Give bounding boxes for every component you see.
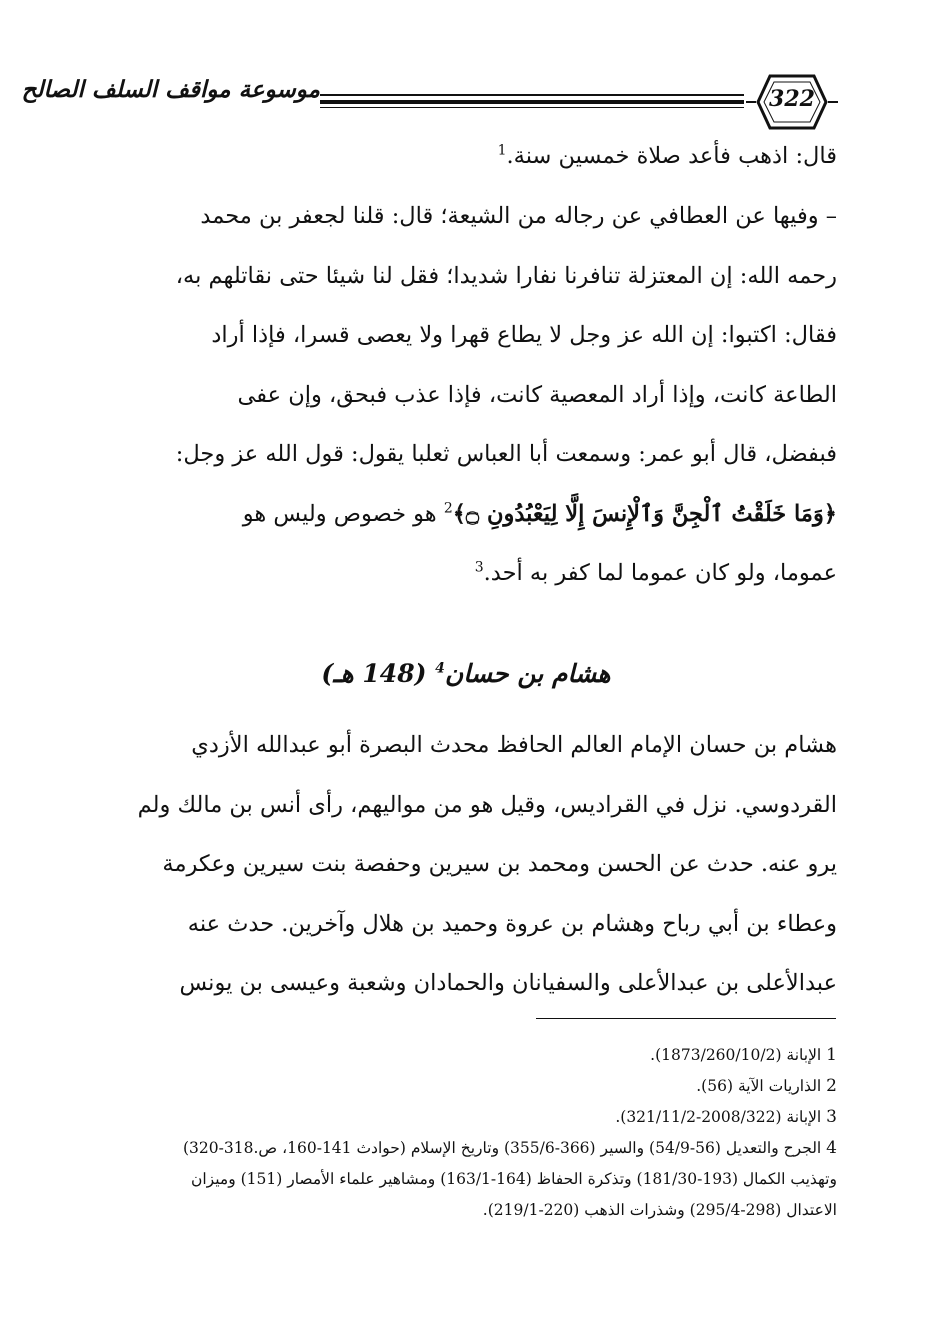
footnote-divider xyxy=(536,1018,836,1019)
footnote xyxy=(95,1102,837,1133)
page-header xyxy=(21,70,840,134)
footnote-continuation xyxy=(95,1195,837,1226)
footnote-ref: 4 xyxy=(435,660,445,677)
text-line: فقال: اكتبوا: إن الله عز وجل لا يطاع قهرا ولا يعصى قسرا، فإذا أراد xyxy=(211,322,837,348)
section-date: (148 هـ) xyxy=(321,659,427,688)
footnote-text: الذاريات الآية (56). xyxy=(696,1077,822,1095)
text-line xyxy=(95,544,837,604)
footnote-number: 1 xyxy=(826,1045,837,1065)
footnote xyxy=(95,1071,837,1102)
text-line: رحمه الله: إن المعتزلة تنافرنا نفارا شديدا؛ فقل لنا شيئا حتى نقاتلهم به، xyxy=(175,262,837,289)
quran-verse: ﴿وَمَا خَلَقْتُ ٱلْجِنَّ وَٱلْإِنسَ إِلَّا لِيَعْبُدُونِ ۝﴾ xyxy=(452,500,837,527)
text-line: عبدالأعلى بن عبدالأعلى والسفيانان والحمادان وشعبة وعيسى بن يونس xyxy=(179,970,837,996)
footnote-ref: 1 xyxy=(497,142,507,159)
footnote-ref: 3 xyxy=(474,559,484,576)
text-span: هو خصوص وليس هو xyxy=(242,500,437,527)
text-line: هشام بن حسان الإمام العالم الحافظ محدث البصرة أبو عبدالله الأزدي xyxy=(191,732,837,758)
footnotes xyxy=(95,1040,837,1226)
header-rule xyxy=(320,92,744,108)
paragraph-jafar xyxy=(95,187,837,604)
text-line: الطاعة كانت، وإذا أراد المعصية كانت، فإذا عذب فبحق، وإن عفى xyxy=(237,381,837,408)
text-line xyxy=(95,485,837,545)
text-line xyxy=(95,127,837,187)
footnote xyxy=(95,1133,837,1164)
text-line: القردوسي. نزل في القراديس، وقيل هو من مواليهم، رأى أنس بن مالك ولم xyxy=(137,791,837,818)
series-title: موسوعة مواقف السلف الصالح xyxy=(21,76,320,103)
paragraph-biography xyxy=(95,716,837,1014)
section-heading xyxy=(95,659,837,688)
page-number-badge xyxy=(744,70,840,134)
text-line: فبفضل، قال أبو عمر: وسمعت أبا العباس ثعلبا يقول: قول الله عز وجل: xyxy=(175,441,837,467)
footnote-text: الاعتدال (298-295/4) وشذرات الذهب (220-219/1). xyxy=(482,1201,837,1219)
footnote-number: 2 xyxy=(826,1076,837,1096)
section-name: هشام بن حسان xyxy=(444,659,611,688)
footnote-ref: 2 xyxy=(443,500,453,516)
footnote-number: 4 xyxy=(826,1138,837,1158)
text-line: يرو عنه. حدث عن الحسن ومحمد بن سيرين وحفصة بنت سيرين وعكرمة xyxy=(162,851,837,877)
paragraph-continuation xyxy=(95,127,837,187)
text-line: – وفيها عن العطافي عن رجاله من الشيعة؛ قال: قلنا لجعفر بن محمد xyxy=(200,203,837,229)
footnote-text: الإبانة (2008/322-321/11/2). xyxy=(615,1108,822,1126)
footnote-text: الجرح والتعديل (56-54/9) والسير (366-355/6) وتاريخ الإسلام (حوادث 141-160، ص.318-320) xyxy=(182,1139,822,1157)
footnote-continuation xyxy=(95,1164,837,1195)
footnote-number: 3 xyxy=(826,1107,837,1127)
page-number: 322 xyxy=(769,86,815,112)
footnote-text: وتهذيب الكمال (193-181/30) وتذكرة الحفاظ (164-163/1) ومشاهير علماء الأمصار (151) وميزان xyxy=(190,1170,837,1188)
text-span: قال: اذهب فأعد صلاة خمسين سنة. xyxy=(506,143,837,169)
footnote xyxy=(95,1040,837,1071)
text-line: وعطاء بن أبي رباح وهشام بن عروة وحميد بن هلال وآخرين. حدث عنه xyxy=(187,910,837,937)
footnote-text: الإبانة (1873/260/10/2). xyxy=(650,1046,822,1064)
text-span: عموما، ولو كان عموما لما كفر به أحد. xyxy=(483,560,837,586)
